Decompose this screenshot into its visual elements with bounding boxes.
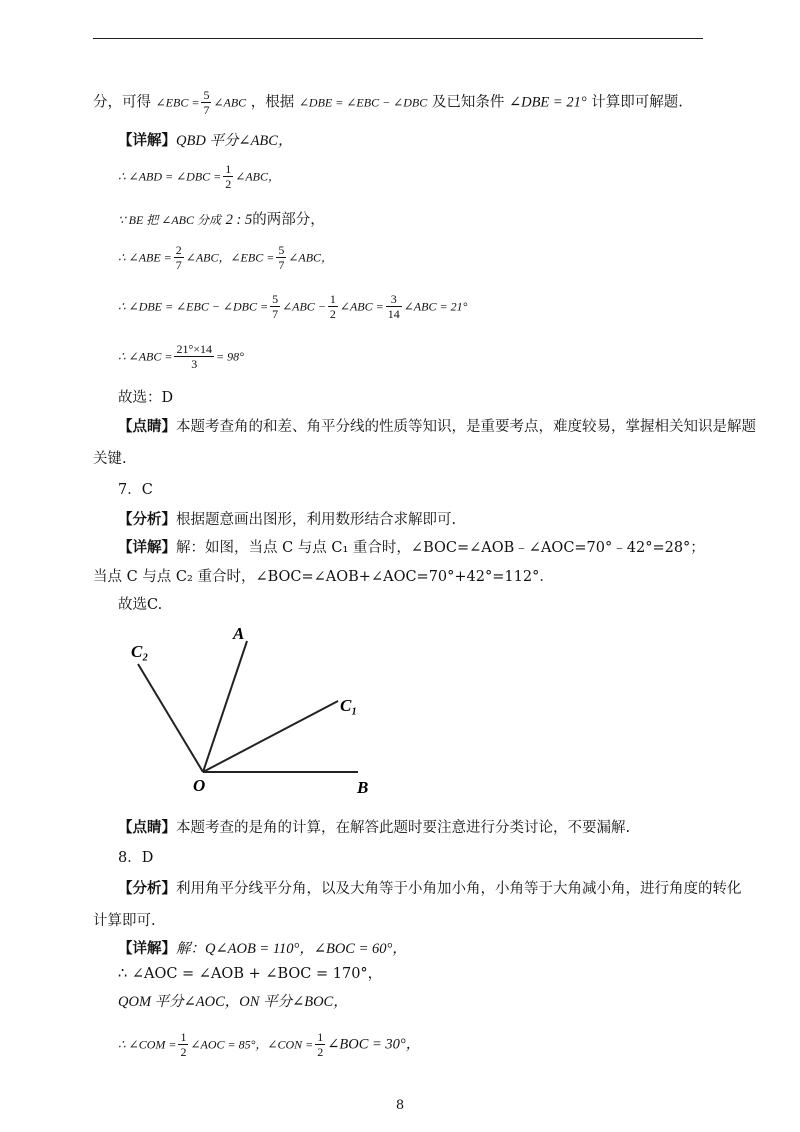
label-A: A (233, 624, 245, 643)
formula: ∠DBE = ∠EBC − ∠DBC (298, 95, 428, 110)
formula: ∠ABC， (235, 169, 280, 184)
q7-comment (118, 818, 630, 838)
q7-detail-line-2: 当点 C 与点 C₂ 重合时，∠BOC=∠AOB+∠AOC=70°+42°=112°． (93, 569, 554, 585)
label-C1: C₁ (340, 696, 358, 715)
text: 本题考查的是角的计算，在解答此题时要注意进行分类讨论，不要漏解. (176, 820, 631, 836)
fraction: $\frac{3}{14}$ (387, 292, 400, 321)
text: 利用角平分线平分角，以及大角等于小角加小角，小角等于大角减小角，进行角度的转化 (176, 881, 742, 897)
q6-detail-line-1 (118, 131, 292, 151)
analysis-label: 【分析】 (118, 511, 176, 528)
text: ，根据 (250, 94, 295, 111)
q6-comment-line-2: 关键. (93, 451, 127, 467)
q6-detail-line-6 (118, 342, 244, 371)
formula: ∠ABC = (339, 299, 384, 314)
q8-detail-line-2: ∴ ∠AOC = ∠AOB + ∠BOC = 170°， (118, 966, 383, 982)
q6-detail-line-5 (118, 292, 467, 321)
q6-comment-line-1 (118, 417, 756, 437)
q8-analysis-line-2: 计算即可. (93, 913, 156, 929)
header-rule (93, 38, 703, 39)
fraction: $\frac{5}{7}$ (272, 292, 279, 321)
q8-analysis-line-1 (118, 879, 742, 899)
fraction: $\frac{1}{2}$ (225, 162, 232, 191)
formula: ∵ BE 把 ∠ABC 分成 (118, 213, 222, 227)
formula: ∠ABC (213, 95, 247, 110)
fraction: $\frac{1}{2}$ (329, 292, 336, 321)
formula: ∴ ∠ABC = (118, 349, 173, 364)
q6-detail-line-3 (118, 210, 325, 230)
fraction: $\frac{1}{2}$ (180, 1030, 187, 1059)
comment-label: 【点睛】 (118, 418, 176, 435)
q6-analysis-tail (93, 88, 683, 117)
formula: 解：Q∠AOB = 110°，∠BOC = 60°， (176, 941, 407, 957)
fraction: $\frac{2}{7}$ (175, 243, 182, 272)
formula: 2 : 5 (225, 212, 253, 228)
q7-number: 7．C (118, 482, 153, 498)
text: 分，可得 (93, 94, 151, 111)
detail-label: 【详解】 (118, 940, 176, 957)
q8-detail-line-3: QOM 平分∠AOC，ON 平分∠BOC， (118, 994, 348, 1010)
q6-detail-line-2 (118, 162, 280, 191)
analysis-label: 【分析】 (118, 880, 176, 897)
q8-detail-line-1 (118, 939, 407, 959)
fraction: $\frac{5}{7}$ (203, 88, 210, 117)
fraction: $\frac{5}{7}$ (278, 243, 285, 272)
label-B: B (357, 778, 369, 797)
text: 本题考查角的和差、角平分线的性质等知识，是重要考点，难度较易，掌握相关知识是解题 (176, 419, 756, 435)
q6-detail-line-4 (118, 243, 333, 272)
formula: ∠EBC = (155, 95, 200, 110)
formula: ∴ ∠ABD = ∠DBC = (118, 169, 222, 184)
formula: ∴ ∠ABE = (118, 250, 172, 265)
formula: ∠AOC = 85°，∠CON = (190, 1037, 314, 1052)
q8-detail-line-4 (118, 1030, 420, 1059)
text: 计算即可解题. (591, 94, 683, 111)
formula: ∠BOC = 30°， (327, 1036, 421, 1053)
text: 解：如图，当点 C 与点 C₁ 重合时，∠BOC=∠AOB﹣∠AOC=70°﹣42°=28°； (176, 540, 705, 556)
q8-number: 8．D (118, 850, 154, 866)
page-number: 8 (395, 1098, 405, 1113)
formula: ∴ ∠COM = (118, 1037, 177, 1052)
formula: ∠DBE = 21° (508, 94, 587, 111)
detail-label: 【详解】 (118, 132, 176, 149)
detail-label: 【详解】 (118, 539, 176, 556)
label-O: O (193, 776, 206, 795)
formula: ∴ ∠DBE = ∠EBC − ∠DBC = (118, 299, 269, 314)
fraction: $\frac{21^\circ\times 14}{3}$ (176, 342, 213, 371)
comment-label: 【点睛】 (118, 819, 176, 836)
formula: ∠ABC，∠EBC = (185, 250, 275, 265)
q6-choice: 故选：D (118, 390, 174, 406)
formula: = 98° (216, 349, 244, 364)
angle-diagram (125, 615, 385, 800)
fraction: $\frac{1}{2}$ (317, 1030, 324, 1059)
formula: ∠ABC − (282, 299, 326, 314)
formula: ∠ABC = 21° (403, 299, 468, 314)
q7-analysis (118, 510, 456, 530)
ray-OC2 (138, 664, 203, 772)
text: 及已知条件 (431, 94, 505, 111)
q7-choice: 故选C. (118, 597, 163, 613)
label-C2: C₂ (131, 642, 149, 661)
formula: QBD 平分∠ABC， (176, 133, 293, 149)
text: 的两部分， (252, 212, 325, 228)
formula: ∠ABC， (288, 250, 334, 265)
text: 根据题意画出图形，利用数形结合求解即可. (176, 512, 457, 528)
q7-detail-line-1 (118, 538, 705, 558)
